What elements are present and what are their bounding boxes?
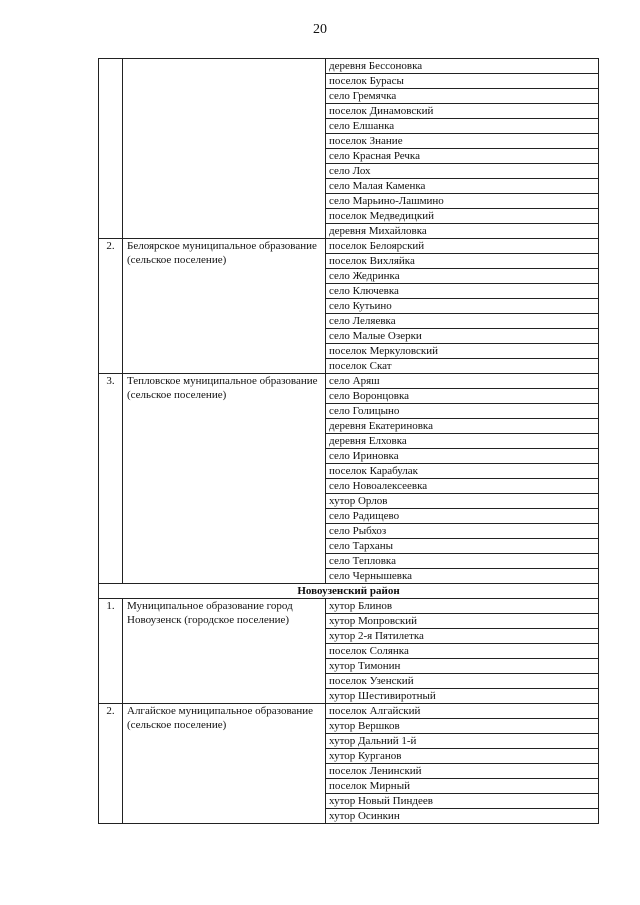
settlement-name: село Рыбхоз: [326, 524, 599, 539]
settlement-name: село Жедринка: [326, 269, 599, 284]
settlement-name: деревня Михайловка: [326, 224, 599, 239]
table-row: [99, 599, 599, 614]
settlement-name: село Тепловка: [326, 554, 599, 569]
settlement-name: поселок Знание: [326, 134, 599, 149]
entry-number: 3.: [99, 374, 123, 584]
settlement-name: село Гремячка: [326, 89, 599, 104]
settlement-name: хутор Новый Пиндеев: [326, 794, 599, 809]
settlement-name: село Лох: [326, 164, 599, 179]
settlement-name: село Леляевка: [326, 314, 599, 329]
municipality-name: Муниципальное образование город Новоузенск (городское поселение): [123, 599, 326, 704]
settlement-name: поселок Меркуловский: [326, 344, 599, 359]
municipality-name: Тепловское муниципальное образование (сельское поселение): [123, 374, 326, 584]
settlement-name: село Аряш: [326, 374, 599, 389]
settlement-name: село Воронцовка: [326, 389, 599, 404]
table-row: [99, 374, 599, 389]
settlement-name: поселок Карабулак: [326, 464, 599, 479]
settlement-name: хутор Мопровский: [326, 614, 599, 629]
table: [98, 58, 599, 824]
district-row: [99, 584, 599, 599]
settlement-name: хутор Курганов: [326, 749, 599, 764]
settlement-name: поселок Медведицкий: [326, 209, 599, 224]
table-row: [99, 704, 599, 719]
settlement-name: поселок Ленинский: [326, 764, 599, 779]
settlement-name: поселок Скат: [326, 359, 599, 374]
settlement-name: поселок Вихляйка: [326, 254, 599, 269]
settlement-name: село Новоалексеевка: [326, 479, 599, 494]
settlement-name: поселок Белоярский: [326, 239, 599, 254]
settlement-name: село Красная Речка: [326, 149, 599, 164]
settlements-table: [98, 58, 598, 824]
entry-number: 2.: [99, 704, 123, 824]
settlement-name: поселок Мирный: [326, 779, 599, 794]
municipality-name: [123, 59, 326, 239]
settlement-name: поселок Бурасы: [326, 74, 599, 89]
settlement-name: поселок Узенский: [326, 674, 599, 689]
settlement-name: хутор Орлов: [326, 494, 599, 509]
entry-number: 2.: [99, 239, 123, 374]
settlement-name: село Тарханы: [326, 539, 599, 554]
settlement-name: деревня Екатериновка: [326, 419, 599, 434]
table-row: [99, 59, 599, 74]
settlement-name: хутор 2-я Пятилетка: [326, 629, 599, 644]
settlement-name: село Елшанка: [326, 119, 599, 134]
settlement-name: хутор Осинкин: [326, 809, 599, 824]
settlement-name: хутор Вершков: [326, 719, 599, 734]
table-row: [99, 239, 599, 254]
entry-number: [99, 59, 123, 239]
settlement-name: деревня Бессоновка: [326, 59, 599, 74]
settlement-name: село Кутьино: [326, 299, 599, 314]
settlement-name: хутор Тимонин: [326, 659, 599, 674]
settlement-name: деревня Елховка: [326, 434, 599, 449]
settlement-name: поселок Алгайский: [326, 704, 599, 719]
settlement-name: хутор Шестивиротный: [326, 689, 599, 704]
municipality-name: Белоярское муниципальное образование (сельское поселение): [123, 239, 326, 374]
settlement-name: село Радищево: [326, 509, 599, 524]
district-heading: Новоузенский район: [99, 584, 599, 599]
settlement-name: село Ключевка: [326, 284, 599, 299]
settlement-name: хутор Дальний 1-й: [326, 734, 599, 749]
municipality-name: Алгайское муниципальное образование (сельское поселение): [123, 704, 326, 824]
settlement-name: село Малая Каменка: [326, 179, 599, 194]
page-number: 20: [313, 22, 327, 37]
settlement-name: село Чернышевка: [326, 569, 599, 584]
settlement-name: поселок Динамовский: [326, 104, 599, 119]
settlement-name: хутор Блинов: [326, 599, 599, 614]
settlement-name: село Ириновка: [326, 449, 599, 464]
settlement-name: село Голицыно: [326, 404, 599, 419]
settlement-name: поселок Солянка: [326, 644, 599, 659]
settlement-name: село Марьино-Лашмино: [326, 194, 599, 209]
settlement-name: село Малые Озерки: [326, 329, 599, 344]
entry-number: 1.: [99, 599, 123, 704]
